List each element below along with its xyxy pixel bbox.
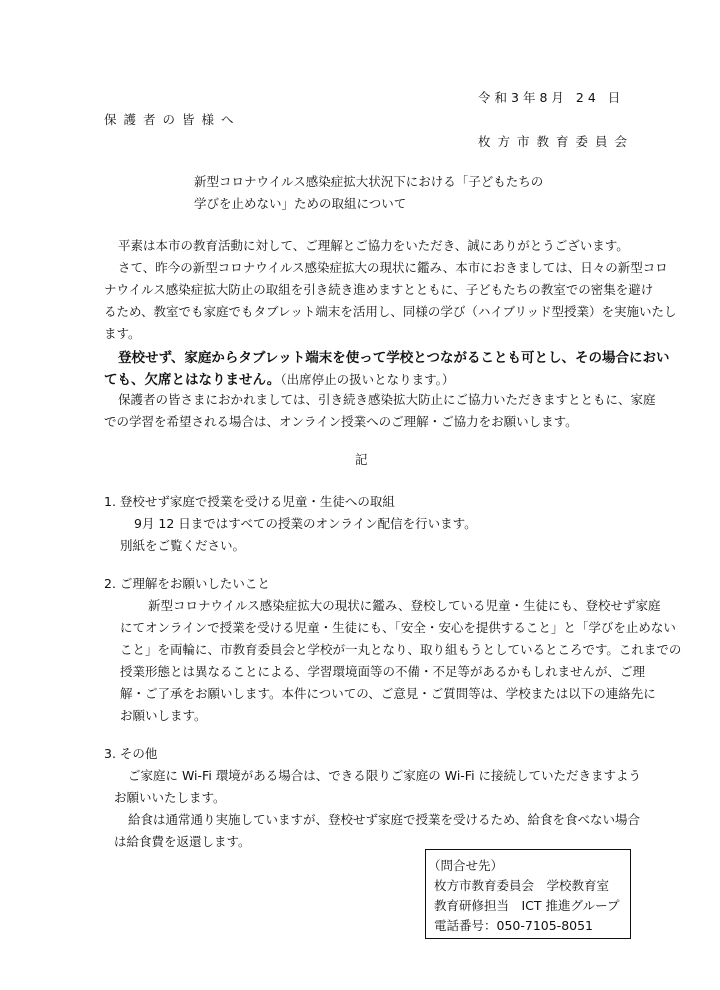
body-paragraph-2-line-3: るため、教室でも家庭でもタブレット端末を活用し、同様の学び（ハイブリッド型授業）を実施いたし	[104, 304, 677, 319]
body-paragraph-2-line-2: ナウイルス感染症拡大防止の取組を引き続き進めますとともに、子どもたちの教室での密集を避け	[104, 282, 654, 297]
document-date: 令和3年8月 24 日	[478, 90, 625, 105]
contact-phone: 電話番号：050-7105-8051	[434, 918, 594, 933]
section-1-heading: 1. 登校せず家庭で授業を受ける児童・生徒への取組	[104, 494, 395, 509]
highlight-line-1: 登校せず、家庭からタブレット端末を使って学校とつながることも可とし、その場合におい	[118, 350, 670, 366]
greeting-paragraph: 平素は本市の教育活動に対して、ご理解とご協力をいただき、誠にありがとうございます。	[118, 238, 629, 253]
section-2-line-3: こと」を両輪に、市教育委員会と学校が一丸となり、取り組もうとしているところです。これまでの	[120, 642, 682, 657]
contact-department: 教育研修担当 ICT 推進グループ	[434, 898, 620, 913]
body-paragraph-3-line-1: 保護者の皆さまにおかれましては、引き続き感染拡大防止にご協力いただきますとともに、家庭	[118, 392, 656, 407]
section-3-line-1: ご家庭に Wi-Fi 環境がある場合は、できる限りご家庭の Wi-Fi に接続していただきますよう	[128, 768, 642, 783]
ki-marker: 記	[355, 452, 368, 467]
section-2-line-4: 授業形態とは異なることによる、学習環境面等の不備・不足等があるかもしれませんが、ご理	[120, 664, 646, 679]
contact-organization: 枚方市教育委員会 学校教育室	[434, 878, 610, 893]
section-1-line-2: 別紙をご覧ください。	[120, 538, 246, 553]
section-3-line-4: は給食費を返還します。	[114, 834, 251, 849]
section-2-line-5: 解・ご了承をお願いします。本件についての、ご意見・ご質問等は、学校または以下の連絡先に	[120, 686, 656, 701]
section-2-line-1: 新型コロナウイルス感染症拡大の現状に鑑み、登校している児童・生徒にも、登校せず家庭	[148, 598, 661, 613]
section-3-line-2: お願いいたします。	[114, 790, 226, 805]
attendance-note: （出席停止の扱いとなります。）	[280, 372, 455, 387]
sender: 枚方市教育委員会	[478, 134, 635, 149]
section-3-heading: 3. その他	[104, 746, 158, 761]
recipient: 保護者の皆様へ	[104, 112, 241, 127]
highlight-line-2	[104, 368, 454, 388]
section-2-line-2: にてオンラインで授業を受ける児童・生徒にも、「安全・安心を提供すること」と「学びを止めない	[120, 620, 676, 635]
section-3-line-3: 給食は通常通り実施していますが、登校せず家庭で授業を受けるため、給食を食べない場合	[128, 812, 641, 827]
section-2-heading: 2. ご理解をお願いしたいこと	[104, 576, 270, 591]
title-line-1: 新型コロナウイルス感染症拡大状況下における「子どもたちの	[194, 174, 544, 189]
body-paragraph-3-line-2: での学習を希望される場合は、オンライン授業へのご理解・ご協力をお願いします。	[104, 414, 578, 429]
section-1-line-1: 9月 12 日まではすべての授業のオンライン配信を行います。	[134, 516, 477, 531]
contact-heading: （問合せ先）	[428, 858, 504, 873]
body-paragraph-2-line-4: ます。	[104, 326, 141, 341]
body-paragraph-2-line-1: さて、昨今の新型コロナウイルス感染症拡大の現状に鑑み、本市におきましては、日々の新型コロ	[118, 260, 668, 275]
highlight-line-2-bold: ても、欠席とはなりません。	[104, 372, 281, 388]
contact-box	[425, 849, 631, 939]
section-2-line-6: お願いします。	[120, 708, 207, 723]
title-line-2: 学びを止めない」ための取組について	[194, 196, 407, 211]
